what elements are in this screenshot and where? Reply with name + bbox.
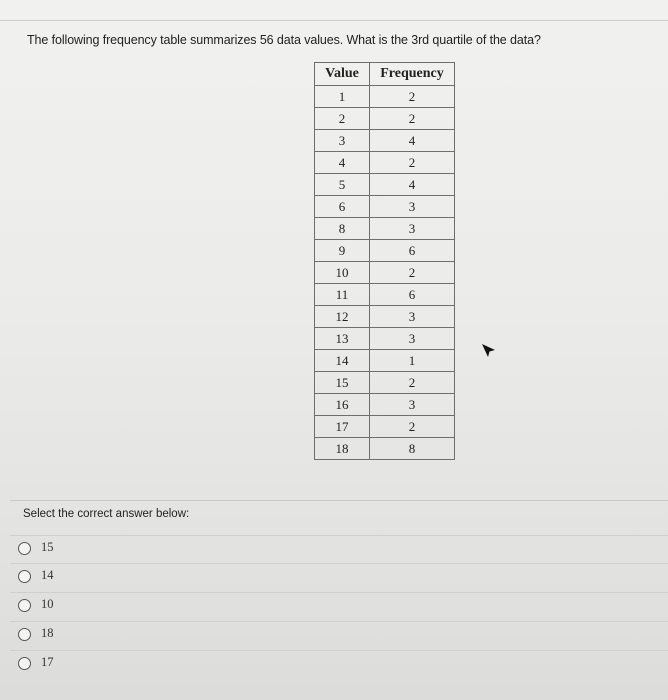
value-cell: 18 [315, 438, 370, 460]
table-row [315, 416, 455, 438]
value-cell: 8 [315, 218, 370, 240]
mouse-pointer-icon [480, 342, 498, 360]
table-row [315, 130, 455, 152]
frequency-cell: 2 [370, 262, 455, 284]
answer-choice-2[interactable] [0, 563, 668, 591]
table-row [315, 284, 455, 306]
choice-label: 10 [41, 597, 54, 611]
frequency-cell: 2 [370, 152, 455, 174]
frequency-cell: 8 [370, 438, 455, 460]
column-header-value: Value [315, 63, 370, 86]
frequency-cell: 4 [370, 130, 455, 152]
frequency-cell: 4 [370, 174, 455, 196]
value-cell: 5 [315, 174, 370, 196]
frequency-cell: 2 [370, 372, 455, 394]
table-row [315, 174, 455, 196]
value-cell: 17 [315, 416, 370, 438]
frequency-cell: 3 [370, 196, 455, 218]
frequency-cell: 3 [370, 306, 455, 328]
frequency-cell: 3 [370, 218, 455, 240]
value-cell: 11 [315, 284, 370, 306]
value-cell: 9 [315, 240, 370, 262]
table-row [315, 240, 455, 262]
value-cell: 4 [315, 152, 370, 174]
frequency-cell: 1 [370, 350, 455, 372]
frequency-cell: 2 [370, 108, 455, 130]
choice-divider [10, 592, 668, 593]
column-header-frequency: Frequency [370, 63, 455, 86]
section-divider [10, 500, 668, 501]
choice-divider [10, 535, 668, 536]
table-row [315, 438, 455, 460]
radio-button-icon[interactable] [18, 570, 31, 583]
table-row [315, 394, 455, 416]
choice-label: 17 [41, 655, 54, 669]
choice-divider [10, 563, 668, 564]
radio-button-icon[interactable] [18, 542, 31, 555]
value-cell: 3 [315, 130, 370, 152]
answer-choice-5[interactable] [0, 650, 668, 678]
frequency-cell: 3 [370, 328, 455, 350]
table-row [315, 372, 455, 394]
value-cell: 2 [315, 108, 370, 130]
table-row [315, 196, 455, 218]
table-row [315, 108, 455, 130]
table-row [315, 306, 455, 328]
radio-button-icon[interactable] [18, 628, 31, 641]
frequency-cell: 3 [370, 394, 455, 416]
answer-choice-4[interactable] [0, 621, 668, 649]
frequency-cell: 2 [370, 86, 455, 108]
table-header-row [315, 63, 455, 86]
table-row [315, 86, 455, 108]
table-row [315, 262, 455, 284]
value-cell: 16 [315, 394, 370, 416]
answer-choice-3[interactable] [0, 592, 668, 620]
frequency-cell: 2 [370, 416, 455, 438]
value-cell: 14 [315, 350, 370, 372]
value-cell: 10 [315, 262, 370, 284]
frequency-table [314, 62, 455, 460]
value-cell: 13 [315, 328, 370, 350]
value-cell: 15 [315, 372, 370, 394]
answer-choice-1[interactable] [0, 535, 668, 563]
value-cell: 1 [315, 86, 370, 108]
choice-label: 18 [41, 626, 54, 640]
question-text: The following frequency table summarizes 56 data values. What is the 3rd quartile of the data? [27, 33, 541, 47]
choice-label: 15 [41, 540, 54, 554]
value-cell: 6 [315, 196, 370, 218]
choice-divider [10, 650, 668, 651]
answer-prompt: Select the correct answer below: [23, 508, 190, 520]
frequency-cell: 6 [370, 284, 455, 306]
choice-divider [10, 621, 668, 622]
frequency-cell: 6 [370, 240, 455, 262]
value-cell: 12 [315, 306, 370, 328]
top-divider [0, 20, 668, 21]
table-row [315, 218, 455, 240]
table-row [315, 152, 455, 174]
choice-label: 14 [41, 568, 54, 582]
table-row [315, 328, 455, 350]
table-row [315, 350, 455, 372]
radio-button-icon[interactable] [18, 599, 31, 612]
radio-button-icon[interactable] [18, 657, 31, 670]
